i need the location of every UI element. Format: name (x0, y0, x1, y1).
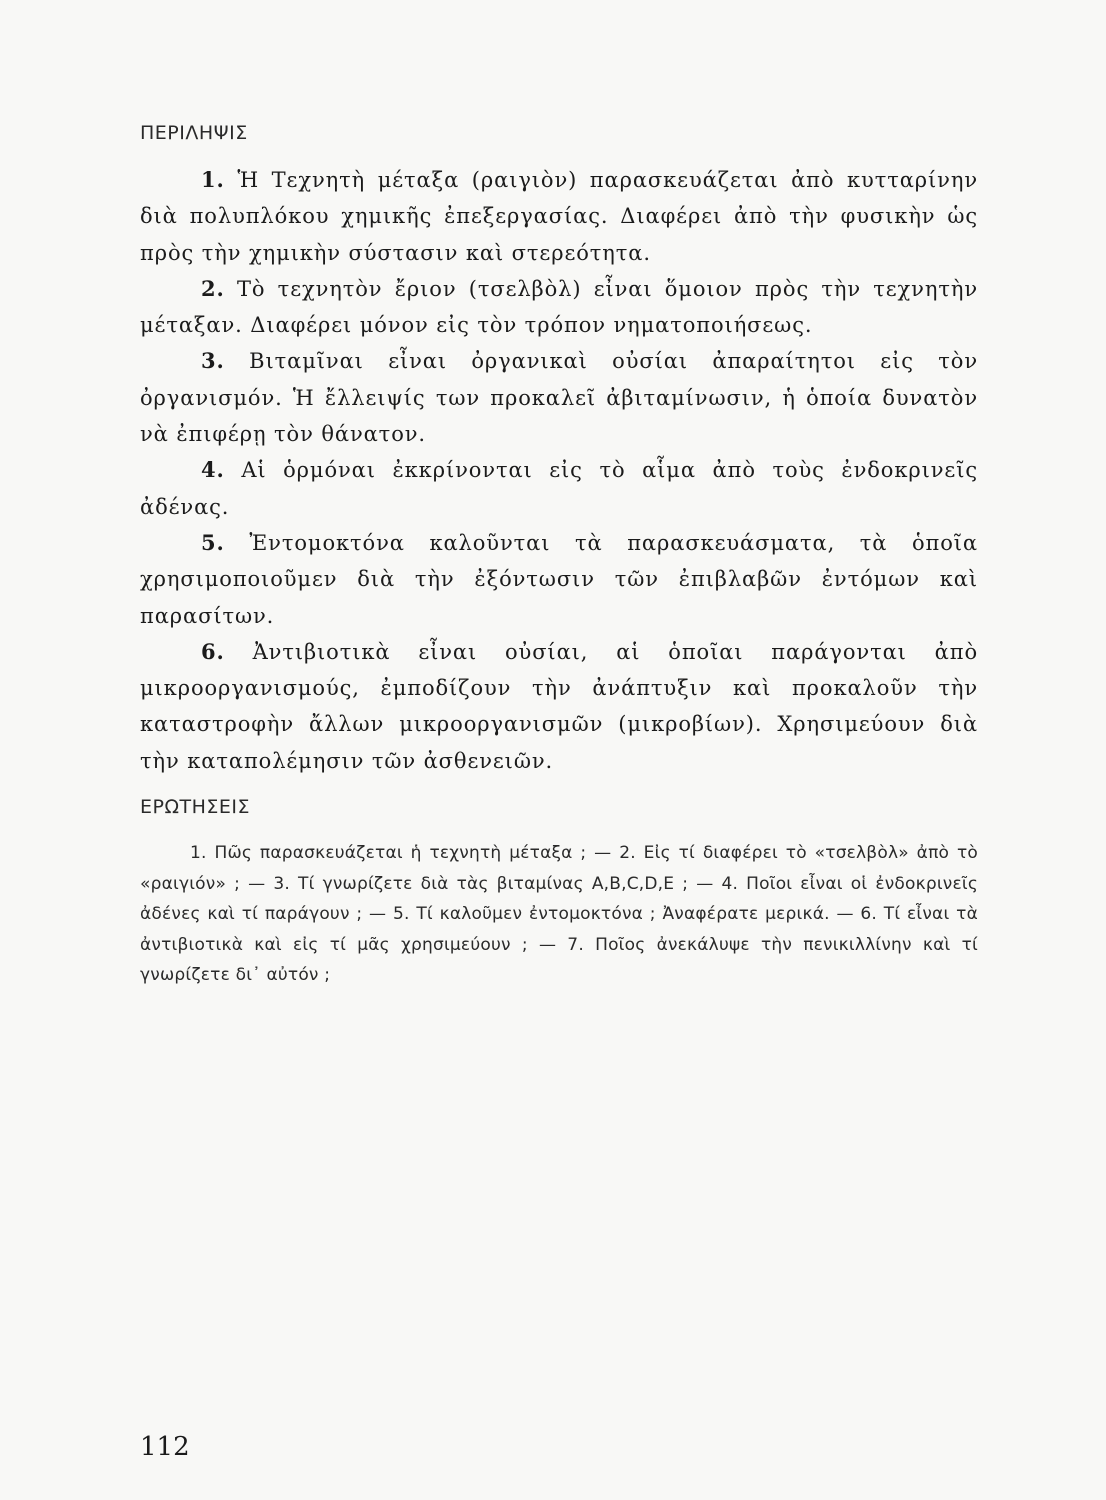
summary-item (140, 634, 978, 779)
page-number: 112 (140, 1432, 190, 1462)
summary-item-text: Ἐντομοκτόνα καλοῦνται τὰ παρασκευάσματα, τὰ ὁποῖα χρησιμοποιοῦμεν διὰ τὴν ἐξόντωσιν τῶν ἐπιβλαβῶν ἐντόμων καὶ παρασίτων. (140, 530, 978, 628)
summary-item-text: Βιταμῖναι εἶναι ὀργανικαὶ οὐσίαι ἀπαραίτητοι εἰς τὸν ὀργανισμόν. Ἡ ἔλλειψίς των προκαλεῖ ἀβιταμίνωσιν, ἡ ὁποία δυνατὸν νὰ ἐπιφέρῃ τὸν θάνατον. (140, 349, 978, 447)
summary-item (140, 271, 978, 344)
summary-item (140, 343, 978, 452)
summary-item-number: 5. (201, 529, 225, 555)
summary-item (140, 525, 978, 634)
summary-item-text: Ἀντιβιοτικὰ εἶναι οὐσίαι, αἱ ὁποῖαι παράγονται ἀπὸ μικροοργανισμούς, ἐμποδίζουν τὴν ἀνάπτυξιν καὶ προκαλοῦν τὴν καταστροφὴν ἄλλων μικροοργανισμῶν (μικροβίων). Χρησιμεύουν διὰ τὴν καταπολέμησιν τῶν ἀσθενειῶν. (140, 639, 979, 773)
summary-item-number: 6. (201, 638, 225, 664)
summary-item (140, 452, 978, 525)
questions-section (140, 838, 978, 991)
questions-text: 1. Πῶς παρασκευάζεται ἡ τεχνητὴ μέταξα ; — 2. Εἰς τί διαφέρει τὸ «τσελβὸλ» ἀπὸ τὸ «ραιγιόν» ; — 3. Τί γνωρίζετε διὰ τὰς βιταμίνας A,B,C,D,E ; — 4. Ποῖοι εἶναι οἱ ἐνδοκρινεῖς ἀδένες καὶ τί παράγουν ; — 5. Τί καλοῦμεν ἐντομοκτόνα ; Ἀναφέρατε μερικά. — 6. Τί εἶναι τὰ ἀντιβιοτικὰ καὶ εἰς τί μᾶς χρησιμεύουν ; — 7. Ποῖος ἀνεκάλυψε τὴν πενικιλλίνην καὶ τί γνωρίζετε δι᾽ αὐτόν ; (140, 843, 978, 985)
summary-item-text: Ἡ Τεχνητὴ μέταξα (ραιγιὸν) παρασκευάζεται ἀπὸ κυτταρίνην διὰ πολυπλόκου χημικῆς ἐπεξεργασίας. Διαφέρει ἀπὸ τὴν φυσικὴν ὡς πρὸς τὴν χημικὴν σύστασιν καὶ στερεότητα. (140, 168, 978, 265)
summary-item-text: Τὸ τεχνητὸν ἔριον (τσελβὸλ) εἶναι ὅμοιον πρὸς τὴν τεχνητὴν μέταξαν. Διαφέρει μόνον εἰς τὸν τρόπον νηματοποιήσεως. (140, 276, 978, 338)
summary-item-text: Αἱ ὁρμόναι ἐκκρίνονται εἰς τὸ αἷμα ἀπὸ τοὺς ἐνδοκρινεῖς ἀδένας. (140, 458, 978, 519)
summary-heading: ΠΕΡΙΛΗΨΙΣ (140, 122, 248, 144)
questions-heading: ΕΡΩΤΗΣΕΙΣ (140, 796, 250, 818)
summary-item-number: 2. (201, 275, 225, 301)
summary-section (140, 162, 978, 779)
summary-item-number: 4. (201, 457, 225, 483)
summary-item-number: 1. (201, 167, 225, 192)
summary-item (140, 162, 978, 271)
summary-item-number: 3. (201, 348, 225, 374)
